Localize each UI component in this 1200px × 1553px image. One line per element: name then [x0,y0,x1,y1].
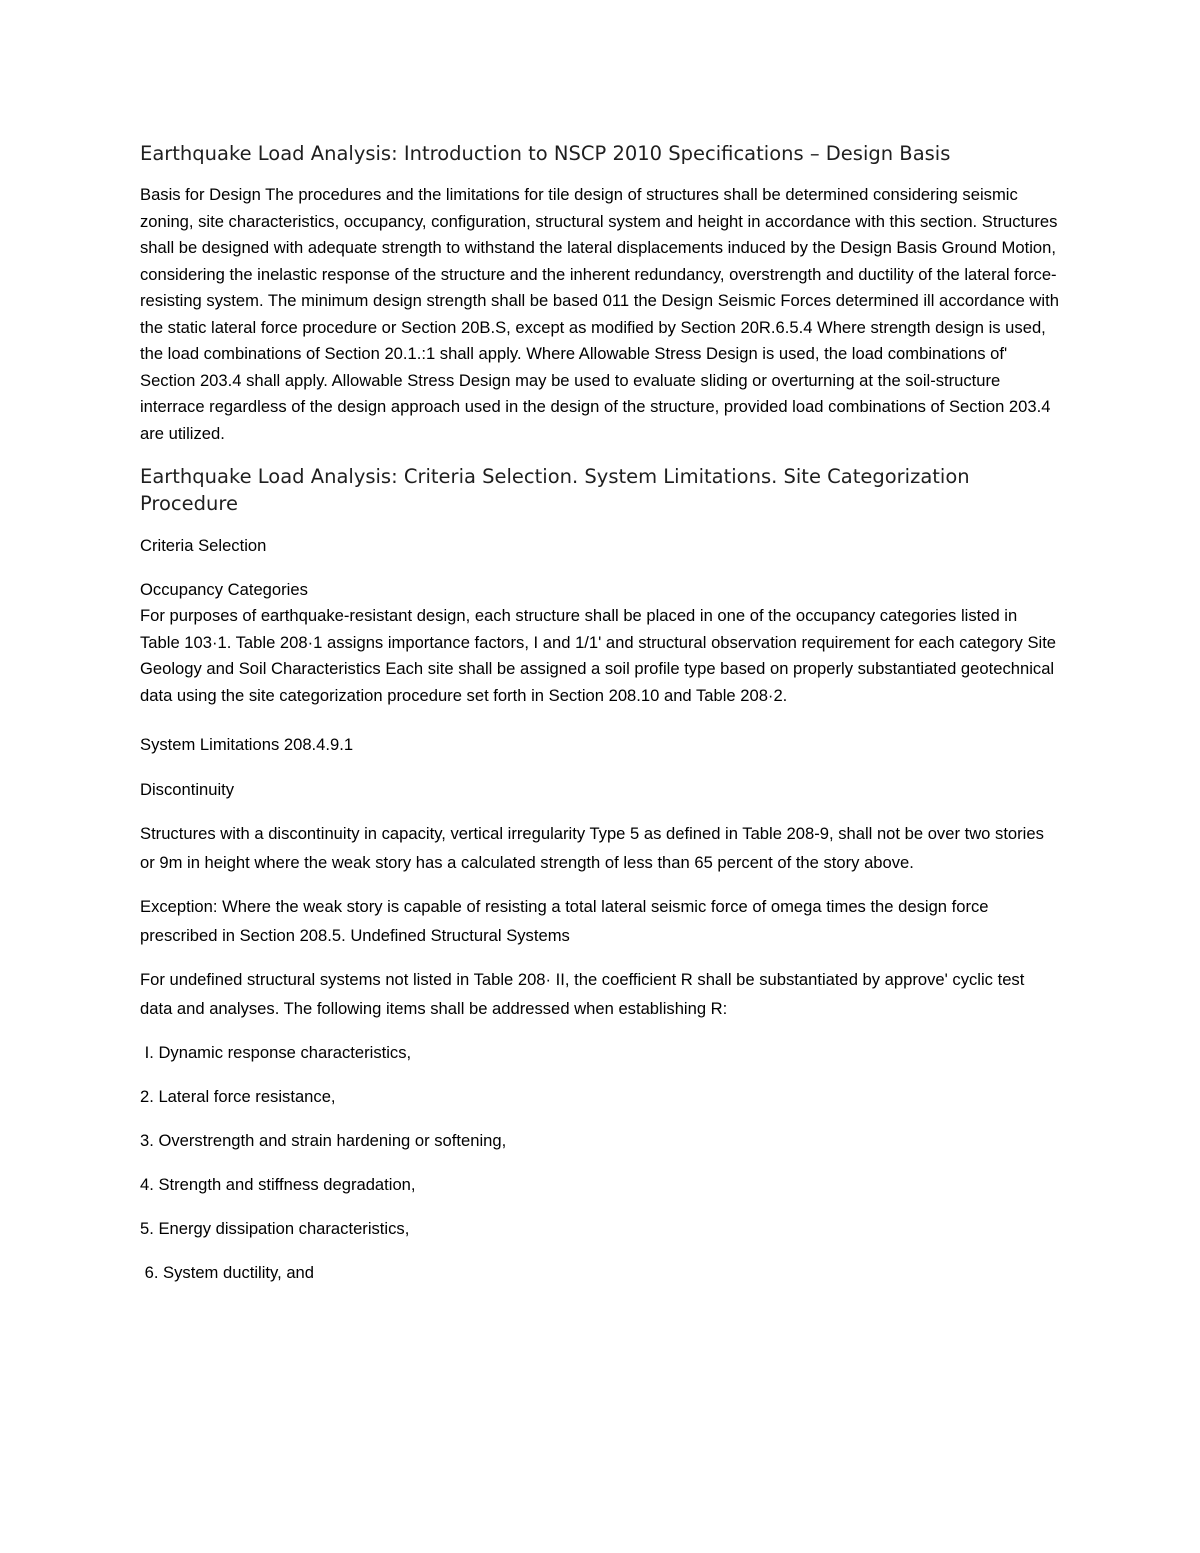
list-item: 2. Lateral force resistance, [140,1087,336,1106]
list-item: I. Dynamic response characteristics, [140,1043,412,1062]
section-heading-criteria-selection: Earthquake Load Analysis: Criteria Selection. System Limitations. Site Categorization Procedure [140,465,970,515]
undefined-systems-paragraph: For undefined structural systems not listed in Table 208· II, the coefficient R shall be substantiated by approve' cyclic test data and analyses. The following items shall be addressed when establishing R: [140,970,1025,1018]
list-item: 5. Energy dissipation characteristics, [140,1219,410,1238]
list-item: 4. Strength and stiffness degradation, [140,1175,416,1194]
list-item: 3. Overstrength and strain hardening or softening, [140,1131,507,1150]
criteria-selection-label: Criteria Selection [140,536,267,555]
occupancy-categories-title: Occupancy Categories [140,579,308,599]
discontinuity-paragraph: Structures with a discontinuity in capacity, vertical irregularity Type 5 as defined in Table 208-9, shall not be over two stories or 9m in height where the weak story has a calculated strength of less than 65 percent of the story above. [140,824,1044,872]
basis-for-design-paragraph: Basis for Design The procedures and the limitations for tile design of structures shall be determined considering seismic zoning, site characteristics, occupancy, configuration, structural system and height in accordance with this section. Structures shall be designed with adequate strength to withstand the lateral displacements induced by the Design Basis Ground Motion, considering the inelastic response of the structure and the inherent redundancy, overstrength and ductility of the lateral force-resisting system. The minimum design strength shall be based 011 the Design Seismic Forces determined ill accordance with the static lateral force procedure or Section 20B.S, except as modified by Section 20R.6.5.4 Where strength design is used, the load combinations of Section 20.1.:1 shall apply. Where Allowable Stress Design is used, the load combinations of' Section 203.4 shall apply. Allowable Stress Design may be used to evaluate sliding or overturning at the soil-structure interrace regardless of the design approach used in the design of the structure, provided load combinations of Section 203.4 are utilized. [140,185,1059,443]
exception-paragraph: Exception: Where the weak story is capable of resisting a total lateral seismic force of omega times the design force prescribed in Section 208.5. Undefined Structural Systems [140,897,989,945]
document-page [140,140,1060,1287]
section-heading-design-basis: Earthquake Load Analysis: Introduction to NSCP 2010 Specifications – Design Basis [140,142,951,165]
occupancy-categories-paragraph: For purposes of earthquake-resistant design, each structure shall be placed in one of the occupancy categories listed in Table 103·1. Table 208·1 assigns importance factors, I and 1/1' and structural observation requirement for each category Site Geology and Soil Characteristics Each site shall be assigned a soil profile type based on properly substantiated geotechnical data using the site categorization procedure set forth in Section 208.10 and Table 208·2. [140,606,1057,705]
discontinuity-title: Discontinuity [140,779,235,799]
system-limitations-label: System Limitations 208.4.9.1 [140,735,354,754]
establishing-r-list [140,1039,1060,1287]
list-item: 6. System ductility, and [140,1263,314,1282]
